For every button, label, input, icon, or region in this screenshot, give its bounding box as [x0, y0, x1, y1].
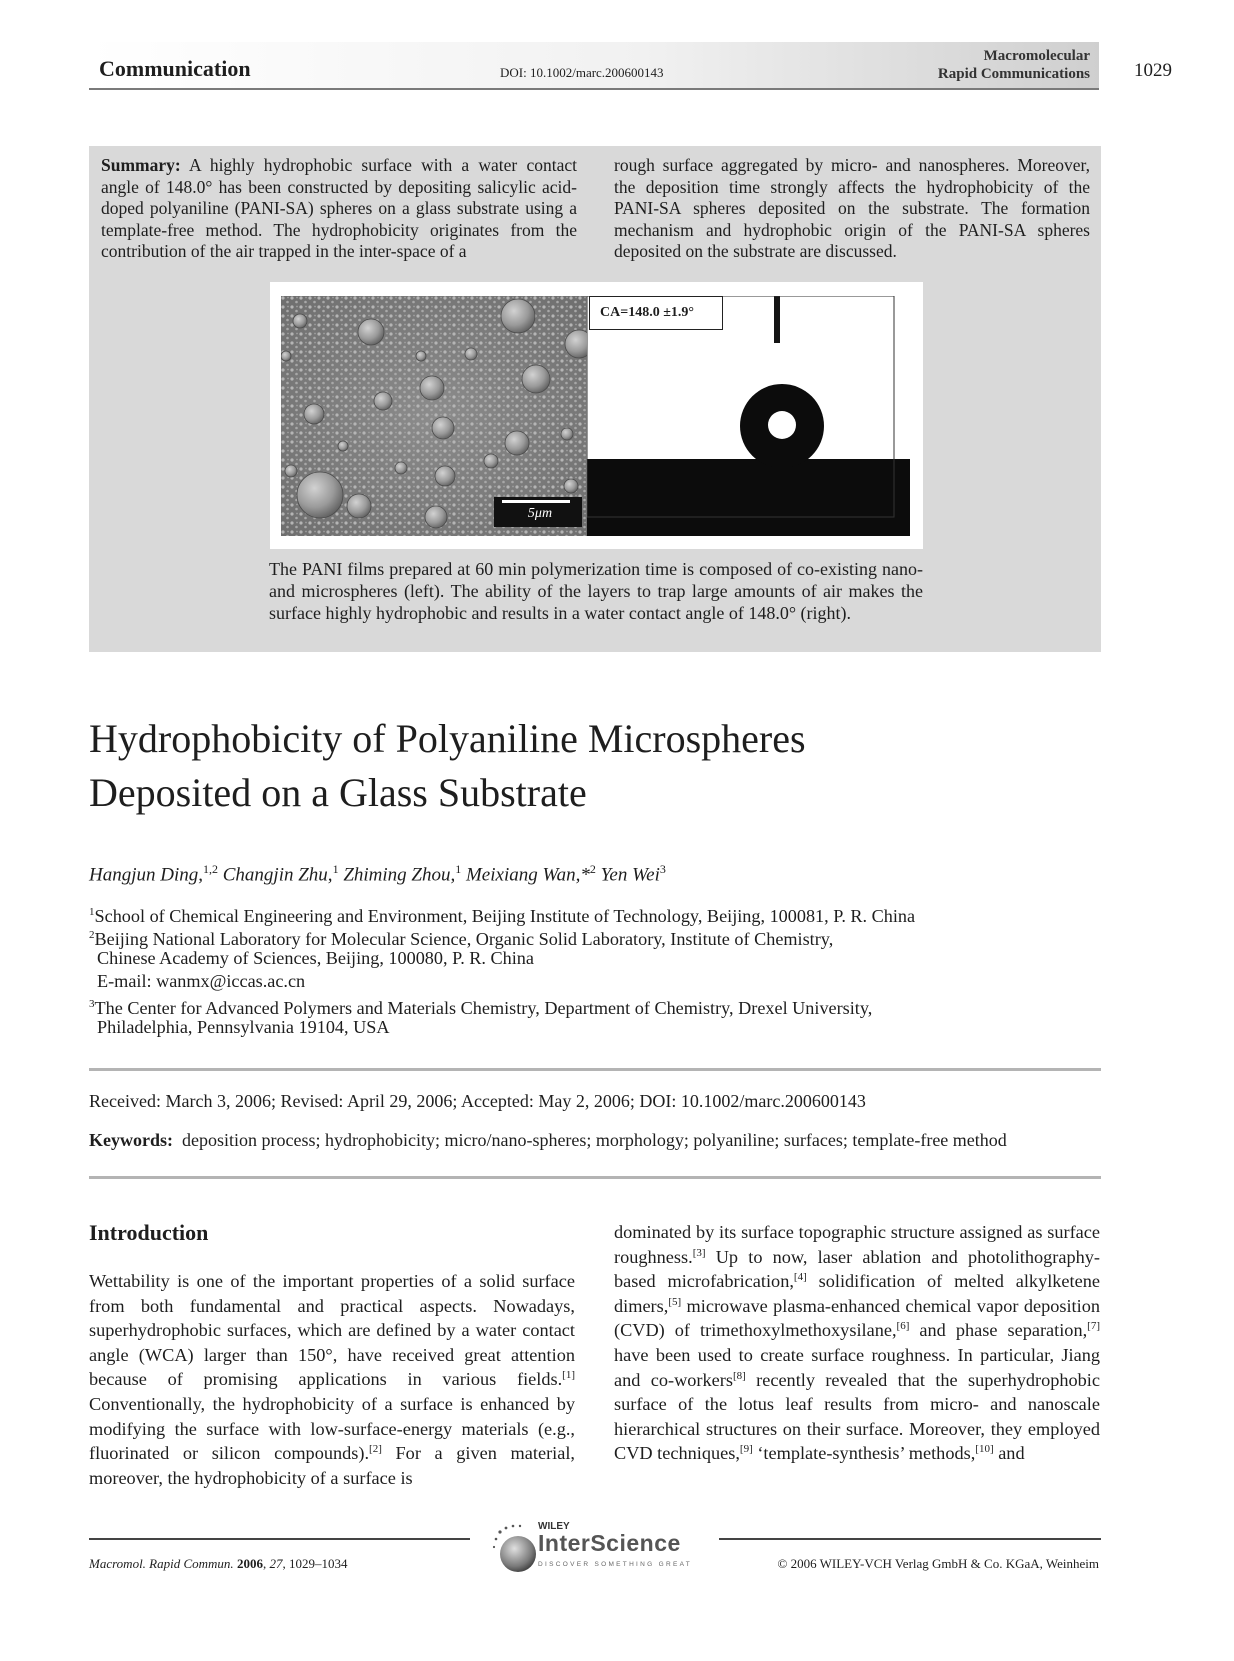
droplet-highlight [768, 411, 796, 439]
author-name: Hangjun Ding, [89, 864, 203, 886]
author-name: Yen Wei [600, 864, 660, 886]
substrate-shadow [587, 459, 910, 536]
microsphere [281, 351, 291, 361]
author-list [89, 862, 666, 886]
body-text: and phase separation, [909, 1320, 1088, 1341]
logo-interscience-text: InterScience [538, 1530, 681, 1556]
keywords-label: Keywords: [89, 1130, 173, 1150]
logo-wiley-text: WILEY [538, 1521, 570, 1532]
author-affiliation-mark: 1 [455, 862, 462, 876]
scale-bar [502, 500, 570, 503]
microsphere [285, 465, 297, 477]
affiliation-text: Beijing National Laboratory for Molecular Science, Organic Solid Laboratory, Institute of Chemistry, [94, 929, 834, 950]
article-title-line2: Deposited on a Glass Substrate [89, 770, 587, 815]
intro-column-right [614, 1220, 1100, 1466]
microsphere [338, 441, 348, 451]
citation-ref: [5] [668, 1295, 682, 1308]
journal-name-line2: Rapid Communications [937, 66, 1090, 82]
intro-column-left [89, 1269, 575, 1490]
footer-divider-right [719, 1538, 1101, 1540]
affiliation-text: The Center for Advanced Polymers and Materials Chemistry, Department of Chemistry, Drexel University, [94, 998, 873, 1019]
page-number: 1029 [1134, 60, 1172, 81]
citation-ref: [8] [732, 1369, 746, 1382]
body-text: dominated by its surface topographic structure assigned as surface roughness. [614, 1222, 1100, 1267]
citation-ref: [1] [562, 1369, 575, 1382]
microsphere [505, 431, 529, 455]
body-text: recently revealed that the superhydrophobic surface of the lotus leaf results from micro- and nanoscale hierarchical structures on their surface. Moreover, they employed CVD techniques, [614, 1369, 1100, 1464]
copyright-notice: © 2006 WILEY-VCH Verlag GmbH & Co. KGaA, Weinheim [777, 1556, 1099, 1571]
microsphere [522, 365, 550, 393]
header-doi: DOI: 10.1002/marc.200600143 [500, 65, 664, 80]
microsphere [297, 472, 343, 518]
summary-column-left [101, 155, 577, 263]
citation-pages: 1029–1034 [288, 1556, 348, 1571]
citation-ref: [7] [1087, 1320, 1100, 1333]
microsphere [484, 454, 498, 468]
microsphere [293, 314, 307, 328]
affiliation-number: 2 [89, 929, 95, 941]
citation-ref: [9] [739, 1443, 753, 1456]
microsphere [564, 479, 578, 493]
summary-column-right: rough surface aggregated by micro- and nanospheres. Moreover, the deposition time strongly affects the hydrophobicity of the PANI-SA spheres deposited on the substrate. The formation mechanism and hydrophobic origin of the PANI-SA spheres deposited on the substrate are discussed. [614, 155, 1090, 262]
microsphere [358, 319, 384, 345]
citation-ref: [6] [896, 1320, 910, 1333]
citation-ref: [4] [793, 1271, 807, 1284]
affiliation-email: E-mail: wanmx@iccas.ac.cn [97, 971, 306, 991]
affiliation-number: 1 [89, 906, 95, 918]
footer-citation: Macromol. Rapid Commun. 2006, 27, 1029–1034 [89, 1556, 348, 1571]
body-text: and [993, 1443, 1025, 1464]
body-text: For a given material, moreover, the hydrophobicity of a surface is [89, 1443, 575, 1488]
author-affiliation-mark: 1 [332, 862, 339, 876]
body-text: microwave plasma-enhanced chemical vapor deposition (CVD) of trimethoxylmethoxysilane, [614, 1295, 1100, 1341]
article-title [89, 712, 1089, 820]
logo-tagline: DISCOVER SOMETHING GREAT [538, 1561, 693, 1568]
microsphere [465, 348, 477, 360]
citation-year: 2006 [236, 1556, 263, 1571]
affiliation-line: Chinese Academy of Sciences, Beijing, 100080, P. R. China [97, 948, 534, 968]
author-name: Zhiming Zhou, [343, 864, 456, 886]
microsphere [304, 404, 324, 424]
contact-angle-label: CA=148.0 ±1.9° [589, 296, 723, 330]
affiliation-text: School of Chemical Engineering and Environment, Beijing Institute of Technology, Beijing, 100081, P. R. China [94, 906, 916, 927]
summary-label: Summary: [101, 155, 181, 175]
citation-journal: Macromol. Rapid Commun. [89, 1556, 234, 1571]
microsphere [416, 351, 426, 361]
author-name: Meixiang Wan,* [465, 864, 590, 886]
footer-divider-left [89, 1538, 470, 1540]
section-label: Communication [99, 56, 251, 81]
keywords-list: deposition process; hydrophobicity; micro/nano-spheres; morphology; polyaniline; surfaces; template-free method [182, 1130, 1007, 1150]
syringe-needle [774, 296, 780, 343]
microsphere [374, 392, 392, 410]
microsphere [347, 494, 371, 518]
affiliation-line: Philadelphia, Pennsylvania 19104, USA [97, 1017, 390, 1037]
body-text: Wettability is one of the important properties of a solid surface from both fundamental and practical aspects. Nowadays, superhydrophobic surfaces, which are defined by a water contact angle (WCA) larger than 150°, have received great attention because of promising applications in various fields. [89, 1271, 575, 1390]
divider [89, 1068, 1101, 1071]
body-text: Conventionally, the hydrophobicity of a surface is enhanced by modifying the surface with low-surface-energy materials (e.g., fluorinated or silicon compounds). [89, 1393, 575, 1464]
citation-ref: [10] [975, 1443, 994, 1456]
body-text: have been used to create surface roughness. In particular, Jiang and co-workers [614, 1344, 1100, 1390]
citation-ref: [2] [369, 1443, 382, 1456]
microsphere [435, 466, 455, 486]
body-text: ‘template-synthesis’ methods, [752, 1443, 976, 1464]
author-affiliation-mark: 2 [589, 862, 596, 876]
article-title-line1: Hydrophobicity of Polyaniline Microspheres [89, 716, 806, 761]
article-history: Received: March 3, 2006; Revised: April 29, 2006; Accepted: May 2, 2006; DOI: 10.1002/marc.200600143 [89, 1091, 866, 1111]
figure-caption: The PANI films prepared at 60 min polymerization time is composed of co-existing nano- and microspheres (left). The ability of the layers to trap large amounts of air makes the surface highly hydrophobic and results in a water contact angle of 148.0° (right). [269, 559, 923, 623]
divider [89, 1176, 1101, 1179]
author-affiliation-mark: 3 [659, 862, 666, 876]
microsphere [425, 506, 447, 528]
body-text: Up to now, laser ablation and photolithography-based microfabrication, [614, 1246, 1100, 1292]
citation-volume: 27 [269, 1556, 283, 1571]
summary-text-left: A highly hydrophobic surface with a water contact angle of 148.0° has been constructed by depositing salicylic acid-doped polyaniline (PANI-SA) spheres on a glass substrate using a template-free method. The hydrophobicity originates from the contribution of the air trapped in the inter-space of a [101, 155, 577, 262]
author-affiliation-mark: 1,2 [203, 862, 218, 876]
microsphere [432, 417, 454, 439]
microsphere [561, 428, 573, 440]
microsphere [420, 376, 444, 400]
microsphere [501, 299, 535, 333]
author-name: Changjin Zhu, [222, 864, 333, 886]
microsphere [395, 462, 407, 474]
water-droplet-photo [587, 296, 910, 536]
affiliation-number: 3 [89, 998, 95, 1010]
keywords-line [89, 1130, 1007, 1151]
body-text: solidification of melted alkylketene dimers, [614, 1271, 1100, 1316]
section-heading: Introduction [89, 1220, 209, 1245]
citation-ref: [3] [692, 1246, 706, 1259]
scale-bar-label: 5μm [527, 506, 553, 521]
journal-name-line1: Macromolecular [983, 48, 1090, 64]
